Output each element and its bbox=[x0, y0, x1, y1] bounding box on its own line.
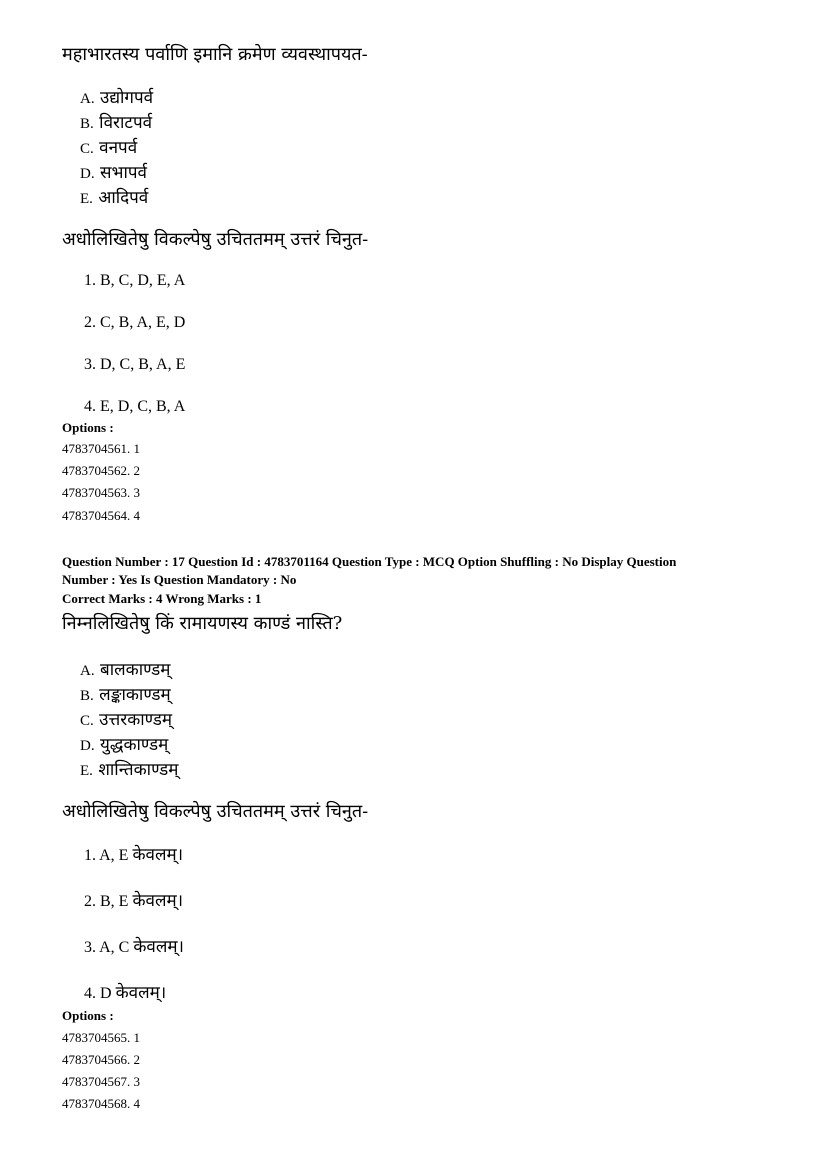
q17-instruction: अधोलिखितेषु विकल्पेषु उचिततमम् उत्तरं चिनुत- bbox=[62, 801, 369, 822]
item-text: शान्तिकाण्डम् bbox=[98, 760, 179, 780]
item-text: बालकाण्डम् bbox=[100, 660, 171, 680]
q16-option-id-3: 4783704563. 3 bbox=[62, 485, 140, 500]
q17-option-id-1: 4783704565. 1 bbox=[62, 1030, 140, 1045]
q16-stem: महाभारतस्य पर्वाणि इमानि क्रमेण व्यवस्थापयत- bbox=[62, 44, 368, 65]
q17-option-id-2: 4783704566. 2 bbox=[62, 1052, 140, 1067]
q17-choice-1 bbox=[84, 845, 183, 866]
item-text: उद्योगपर्व bbox=[100, 88, 154, 108]
item-letter: A. bbox=[80, 663, 95, 679]
q16-item-e bbox=[80, 187, 148, 210]
choice-text: केवलम्। bbox=[132, 845, 184, 865]
q16-choice-2: 2. C, B, A, E, D bbox=[84, 314, 186, 331]
q17-stem: निम्नलिखितेषु किं रामायणस्य काण्डं नास्ति? bbox=[62, 613, 343, 634]
q16-instruction: अधोलिखितेषु विकल्पेषु उचिततमम् उत्तरं चिनुत- bbox=[62, 229, 369, 250]
q16-option-id-1: 4783704561. 1 bbox=[62, 441, 140, 456]
item-letter: D. bbox=[80, 166, 95, 182]
item-text: लङ्काकाण्डम् bbox=[99, 685, 171, 705]
item-letter: D. bbox=[80, 738, 95, 754]
q17-item-b bbox=[80, 684, 171, 707]
q17-meta-line1: Question Number : 17 Question Id : 4783701164 Question Type : MCQ Option Shuffling : No Display Question bbox=[62, 554, 677, 569]
item-text: सभापर्व bbox=[100, 163, 147, 183]
q17-item-c bbox=[80, 709, 172, 732]
q16-options-label: Options : bbox=[62, 420, 114, 435]
item-text: आदिपर्व bbox=[98, 188, 149, 208]
q16-choice-1: 1. B, C, D, E, A bbox=[84, 272, 186, 289]
item-letter: C. bbox=[80, 713, 94, 729]
item-text: विराटपर्व bbox=[99, 113, 153, 133]
item-letter: A. bbox=[80, 91, 95, 107]
item-letter: E. bbox=[80, 191, 93, 207]
item-text: युद्धकाण्डम् bbox=[100, 735, 169, 755]
item-letter: E. bbox=[80, 763, 93, 779]
choice-prefix: 1. A, E bbox=[84, 847, 129, 864]
q16-option-id-2: 4783704562. 2 bbox=[62, 463, 140, 478]
q17-option-id-3: 4783704567. 3 bbox=[62, 1074, 140, 1089]
q16-item-b bbox=[80, 112, 152, 135]
choice-prefix: 2. B, E bbox=[84, 893, 129, 910]
q17-meta-line3: Correct Marks : 4 Wrong Marks : 1 bbox=[62, 591, 262, 606]
q17-meta-line2: Number : Yes Is Question Mandatory : No bbox=[62, 572, 297, 587]
choice-text: केवलम्। bbox=[132, 891, 184, 911]
item-letter: B. bbox=[80, 688, 94, 704]
q17-choice-3 bbox=[84, 937, 184, 958]
q16-choice-4: 4. E, D, C, B, A bbox=[84, 398, 186, 415]
q16-item-c bbox=[80, 137, 137, 160]
q16-choice-3: 3. D, C, B, A, E bbox=[84, 356, 186, 373]
q16-item-d bbox=[80, 162, 147, 185]
item-text: उत्तरकाण्डम् bbox=[99, 710, 172, 730]
item-letter: B. bbox=[80, 116, 94, 132]
item-letter: C. bbox=[80, 141, 94, 157]
choice-prefix: 3. A, C bbox=[84, 939, 130, 956]
q17-item-e bbox=[80, 759, 178, 782]
q16-option-id-4: 4783704564. 4 bbox=[62, 508, 140, 523]
choice-text: केवलम्। bbox=[133, 937, 184, 957]
choice-prefix: 4. D bbox=[84, 985, 112, 1002]
choice-text: केवलम्। bbox=[115, 983, 167, 1003]
q17-item-a bbox=[80, 659, 170, 682]
q17-choice-2 bbox=[84, 891, 183, 912]
q16-item-a bbox=[80, 87, 153, 110]
q17-options-label: Options : bbox=[62, 1008, 114, 1023]
item-text: वनपर्व bbox=[99, 138, 138, 158]
q17-option-id-4: 4783704568. 4 bbox=[62, 1096, 140, 1111]
q17-item-d bbox=[80, 734, 168, 757]
q17-choice-4 bbox=[84, 983, 166, 1004]
